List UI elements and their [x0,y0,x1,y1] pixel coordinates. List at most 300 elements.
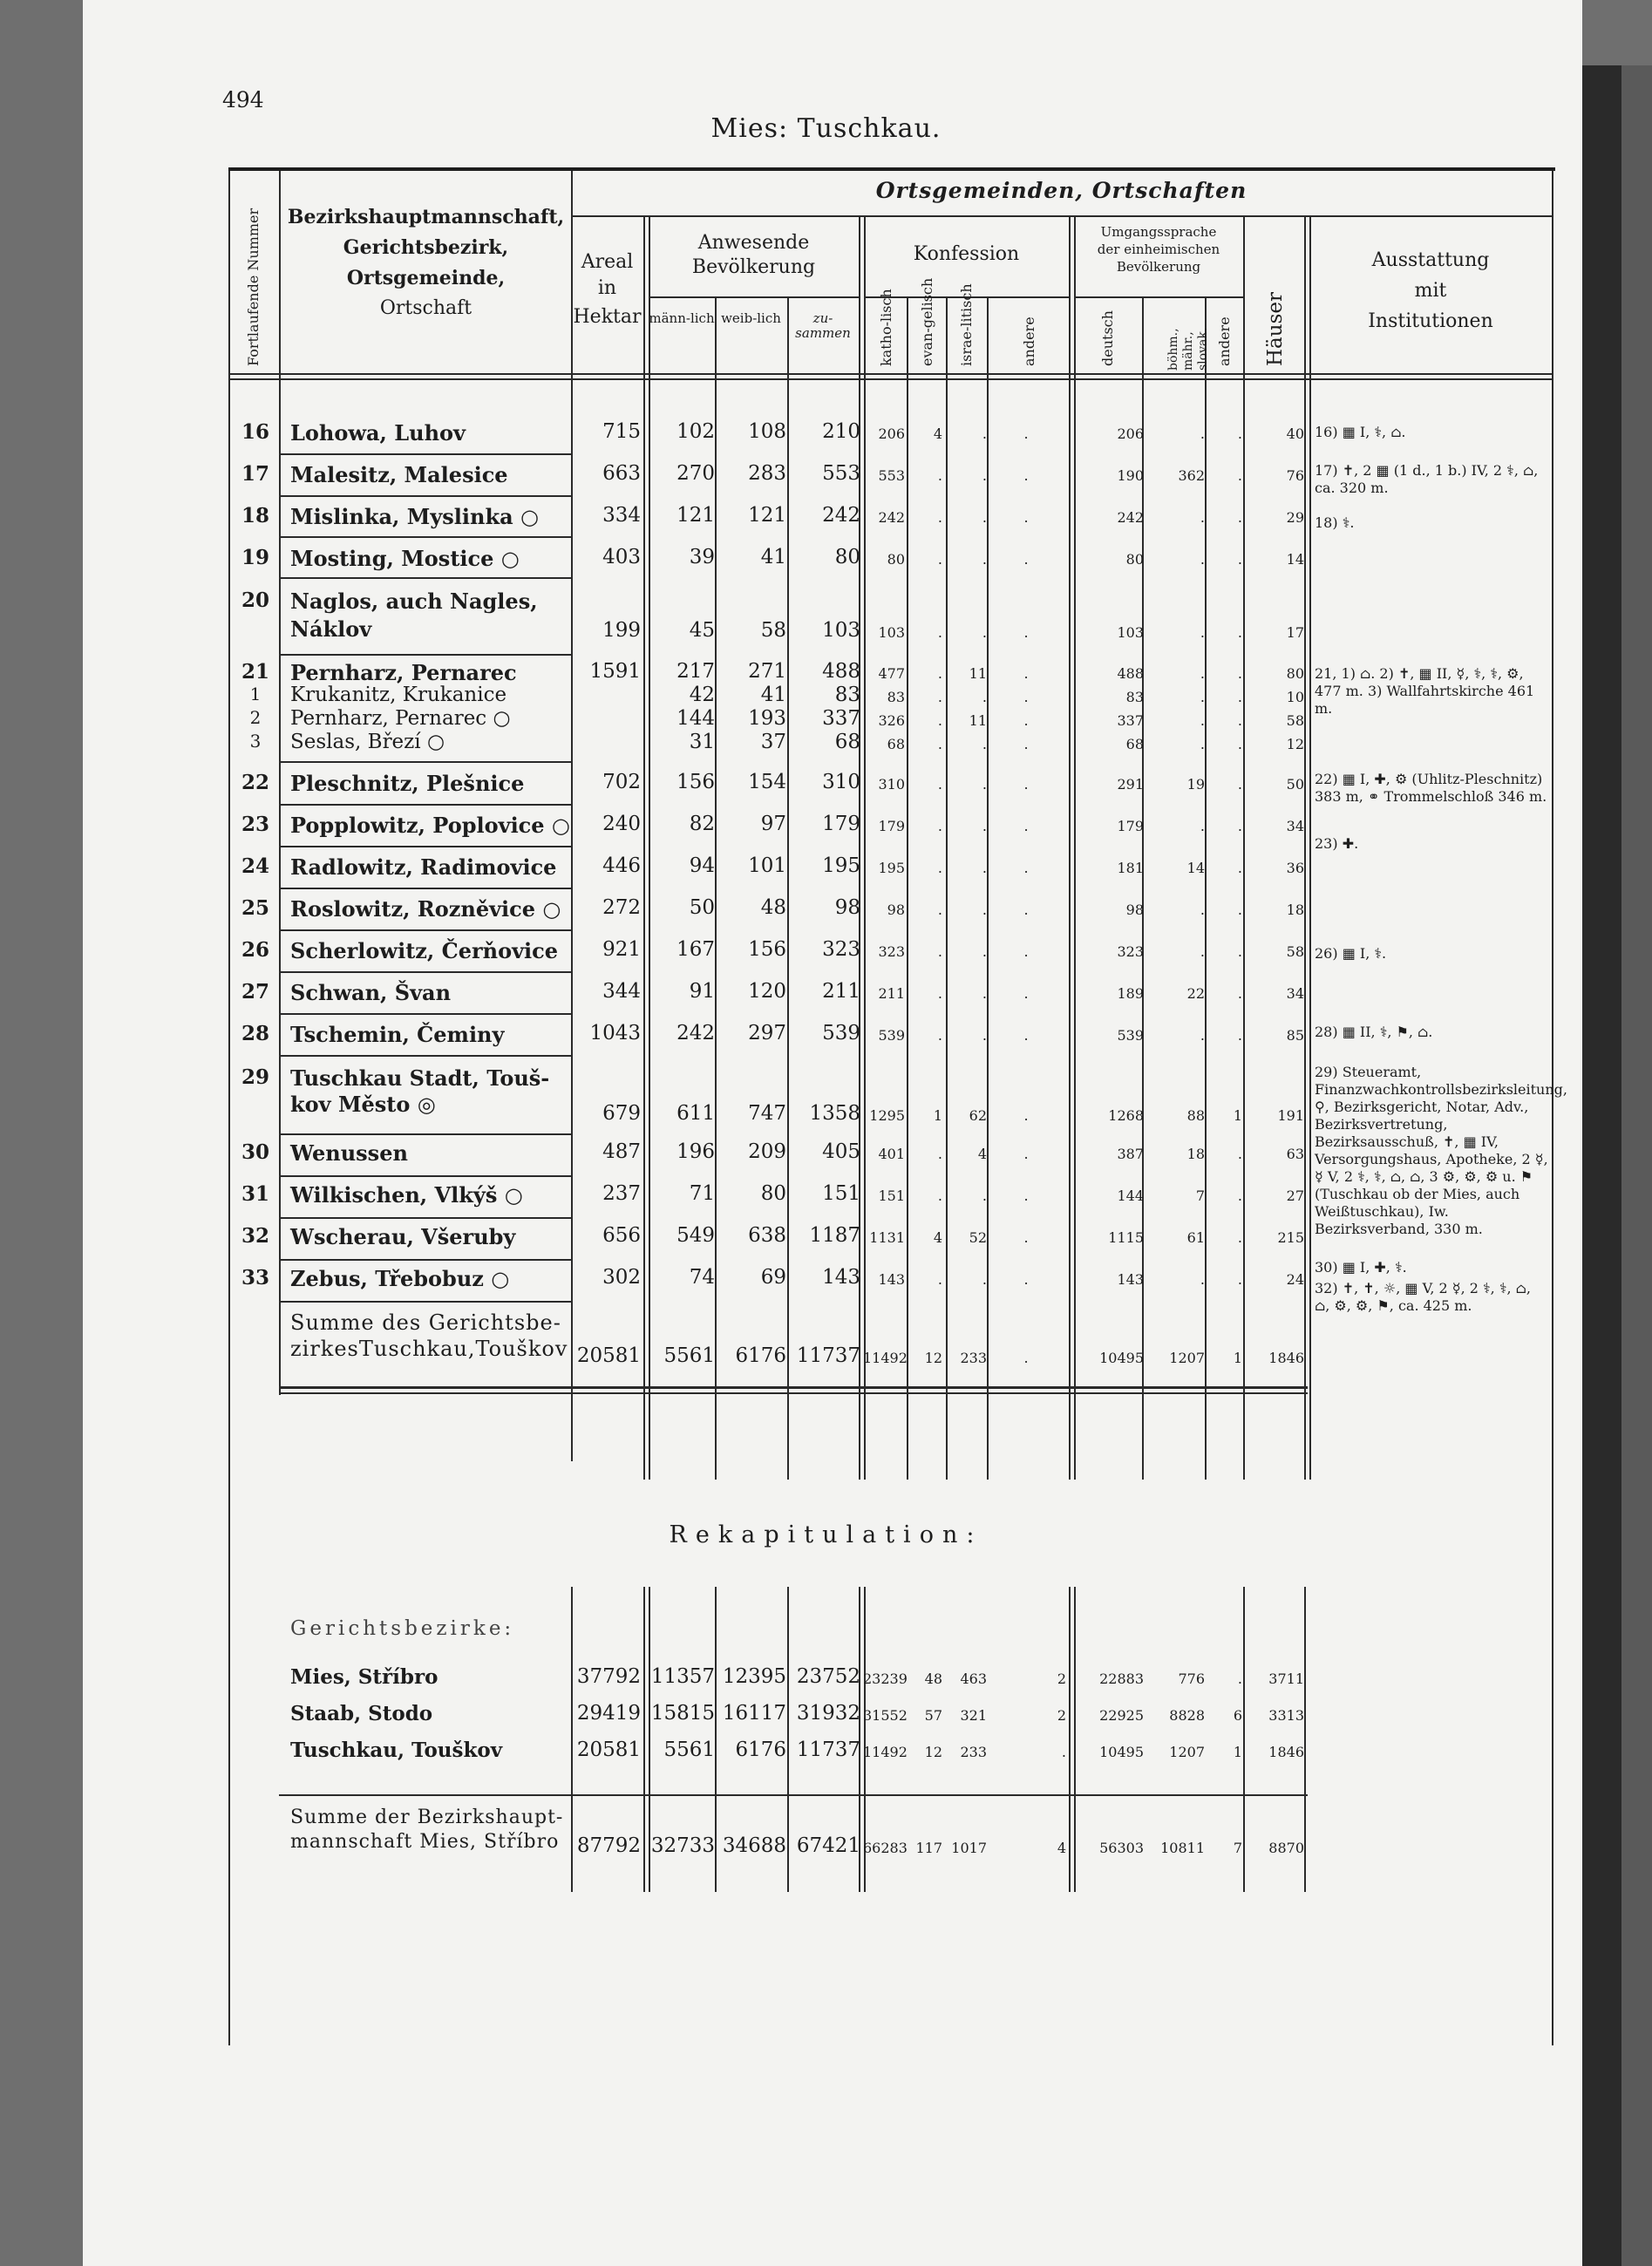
weiblich-value: 638 [748,1224,786,1247]
maennlich-value: 156 [676,771,715,793]
andere-value: . [1023,1027,1029,1044]
katholisch-value: 151 [878,1187,905,1204]
header-evangelisch: evan-gelisch [919,277,935,366]
boehm-value: . [1200,1271,1205,1288]
place-name-line-2: kov Město ◎ [290,1092,436,1117]
areal-value: 1591 [589,660,641,683]
haeuser-value: 34 [1286,985,1304,1002]
col-divider [946,296,948,1480]
zusammen-value: 151 [822,1182,860,1205]
deutsch-value: 323 [1117,943,1144,960]
andere2-value: . [1237,1229,1242,1246]
zusammen-value: 488 [822,660,860,683]
row-rule [279,654,571,656]
evangelisch-value: 4 [933,425,942,442]
rekap-summe-deutsch: 56303 [1099,1840,1144,1856]
katholisch-value: 143 [878,1271,905,1288]
header-fortlaufende-nummer: Fortlaufende Nummer [245,208,262,366]
header-konfession: Konfession [913,243,1020,265]
evangelisch-value: . [937,712,942,729]
row-number: 2 [249,707,262,728]
deutsch-value: 103 [1117,624,1144,641]
rekap-andere: 2 [1057,1671,1066,1687]
rekap-haeuser: 1846 [1268,1744,1304,1760]
place-name: Tuschkau Stadt, Touš- [290,1065,550,1091]
katholisch-value: 553 [878,467,905,484]
andere2-value: . [1237,689,1242,705]
place-name: Krukanitz, Krukanice [290,684,507,706]
israelitisch-value: . [982,467,987,484]
zusammen-value: 539 [822,1022,860,1045]
deutsch-value: 181 [1117,860,1144,876]
row-rule [279,888,571,889]
summe-deutsch: 10495 [1099,1350,1144,1366]
header-zusammen: zu-sammen [795,310,851,341]
katholisch-value: 83 [887,689,905,705]
areal-value: 679 [602,1102,641,1125]
rekap-summe-maennlich: 32733 [650,1834,715,1857]
rekap-weiblich: 16117 [722,1702,786,1725]
header-ausstattung-1: Ausstattung [1371,249,1490,271]
haeuser-value: 215 [1277,1229,1304,1246]
andere2-value: . [1237,860,1242,876]
katholisch-value: 68 [887,736,905,752]
row-number: 20 [241,589,269,612]
areal-value: 656 [602,1224,641,1247]
header-haeuser: Häuser [1264,292,1287,366]
place-name: Pernharz, Pernarec [290,660,517,685]
note-30: 30) ▦ I, ✚, ⚕. [1315,1259,1407,1276]
haeuser-value: 12 [1286,736,1304,752]
katholisch-value: 539 [878,1027,905,1044]
rekap-zusammen: 23752 [796,1665,860,1688]
note-21: 21, 1) ⌂. 2) ✝, ▦ II, ☿, ⚕, ⚕, ⚙, 477 m. 3) Wallfahrtskirche 461 m. [1315,665,1535,717]
andere2-value: . [1237,1271,1242,1288]
andere-value: . [1023,1187,1029,1204]
summe-katholisch: 11492 [863,1350,908,1366]
top-rule [228,167,1555,171]
summe-evangelisch: 12 [924,1350,942,1366]
rekap-deutsch: 22925 [1099,1707,1144,1724]
andere2-value: . [1237,1187,1242,1204]
zusammen-value: 179 [822,813,860,835]
rekap-katholisch: 11492 [863,1744,908,1760]
col-divider [649,215,650,1480]
weiblich-value: 747 [748,1102,786,1125]
place-name: Scherlowitz, Čerňovice [290,938,559,963]
weiblich-value: 80 [760,1182,786,1205]
maennlich-value: 144 [676,707,715,730]
areal-value: 446 [602,854,641,877]
katholisch-value: 323 [878,943,905,960]
sub-header-rule [1074,296,1243,298]
rekap-boehm: 1207 [1169,1744,1205,1760]
areal-value: 302 [602,1266,641,1289]
header-katholisch: katho-lisch [878,289,894,366]
deutsch-value: 242 [1117,509,1144,526]
maennlich-value: 42 [689,684,715,706]
haeuser-value: 80 [1286,665,1304,682]
header-bottom-rule-2 [228,378,1552,380]
israelitisch-value: . [982,1271,987,1288]
col-divider [1069,215,1071,1480]
place-name: Pernharz, Pernarec ○ [290,707,511,730]
rekap-israelitisch: 321 [960,1707,987,1724]
evangelisch-value: . [937,1027,942,1044]
summe-haeuser: 1846 [1268,1350,1304,1366]
zusammen-value: 195 [822,854,860,877]
israelitisch-value: 62 [969,1107,987,1124]
header-bottom-rule [228,373,1552,375]
evangelisch-value: 1 [933,1107,942,1124]
zusammen-value: 337 [822,707,860,730]
katholisch-value: 103 [878,624,905,641]
deutsch-value: 1268 [1108,1107,1144,1124]
rekap-evangelisch: 48 [924,1671,942,1687]
areal-value: 1043 [589,1022,641,1045]
katholisch-value: 242 [878,509,905,526]
place-name: Schwan, Švan [290,980,452,1005]
weiblich-value: 48 [760,896,786,919]
andere-value: . [1023,1107,1029,1124]
zusammen-value: 143 [822,1266,860,1289]
row-number: 22 [241,771,269,794]
maennlich-value: 74 [689,1266,715,1289]
weiblich-value: 41 [760,684,786,706]
weiblich-value: 297 [748,1022,786,1045]
col-divider [864,215,866,1480]
israelitisch-value: . [982,776,987,793]
summe-areal: 20581 [576,1344,641,1367]
haeuser-value: 29 [1286,509,1304,526]
andere-value: . [1023,902,1029,918]
zusammen-value: 1187 [809,1224,860,1247]
deutsch-value: 291 [1117,776,1144,793]
areal-value: 334 [602,504,641,527]
maennlich-value: 91 [689,980,715,1003]
israelitisch-value: 52 [969,1229,987,1246]
boehm-value: . [1200,509,1205,526]
andere2-value: . [1237,712,1242,729]
katholisch-value: 98 [887,902,905,918]
header-areal-in: in [597,277,617,299]
rekap-name: Tuschkau, Touškov [290,1739,503,1762]
row-rule [279,846,571,847]
header-weiblich: weib-lich [721,310,781,326]
zusammen-value: 553 [822,462,860,485]
areal-value: 272 [602,896,641,919]
zusammen-value: 98 [834,896,860,919]
evangelisch-value: . [937,1271,942,1288]
israelitisch-value: . [982,985,987,1002]
haeuser-value: 36 [1286,860,1304,876]
andere2-value: . [1237,509,1242,526]
deutsch-value: 1115 [1108,1229,1144,1246]
col-divider [1304,215,1306,1480]
rekap-katholisch: 23239 [863,1671,908,1687]
andere-value: . [1023,551,1029,568]
maennlich-value: 45 [689,619,715,642]
summe-boehm: 1207 [1169,1350,1205,1366]
rekap-summe-evangelisch: 117 [915,1840,942,1856]
place-name: Seslas, Březí ○ [290,731,445,753]
israelitisch-value: . [982,689,987,705]
summe-maennlich: 5561 [663,1344,715,1367]
weiblich-value: 97 [760,813,786,835]
haeuser-value: 17 [1286,624,1304,641]
row-rule [279,929,571,931]
note-16: 16) ▦ I, ⚕, ⌂. [1315,424,1406,440]
rekap-summe-haeuser: 8870 [1268,1840,1304,1856]
andere-value: . [1023,943,1029,960]
header-ortsgemeinden: Ortsgemeinden, Ortschaften [875,178,1247,203]
weiblich-value: 271 [748,660,786,683]
note-23: 23) ✚. [1315,835,1359,852]
rekap-summe-label-2: mannschaft Mies, Stříbro [290,1831,560,1853]
rekap-areal: 29419 [576,1702,641,1725]
row-number: 19 [241,546,269,569]
rekap-andere2: 1 [1233,1744,1242,1760]
row-number: 1 [249,684,262,704]
katholisch-value: 206 [878,425,905,442]
israelitisch-value: . [982,509,987,526]
place-name: Malesitz, Malesice [290,462,508,487]
evangelisch-value: . [937,624,942,641]
israelitisch-value: 4 [977,1146,987,1162]
table-right-border [1552,171,1553,2045]
haeuser-value: 10 [1286,689,1304,705]
weiblich-value: 121 [748,504,786,527]
place-name: Lohowa, Luhov [290,420,466,446]
andere2-value: . [1237,467,1242,484]
weiblich-value: 209 [748,1140,786,1163]
note-28: 28) ▦ II, ⚕, ⚑, ⌂. [1315,1024,1433,1040]
col-divider [1074,215,1076,1480]
rekap-boehm: 776 [1178,1671,1205,1687]
andere-value: . [1023,1229,1029,1246]
note-29: 29) Steueramt, Finanzwachkontrollsbezirksleitung, ⚲, Bezirksgericht, Notar, Adv., Bezirksvertretung, Bezirksausschuß, ✝, ▦ IV, Versorgungshaus, Apotheke, 2 ☿, ☿ V, 2 ⚕, ⚕, ⌂, ⌂, 3 ⚙, ⚙, ⚙ u. ⚑ (Tuschkau ob der Mies, auch Weißtuschkau), Iw. Bezirksverband, 330 m. [1315,1064,1567,1237]
evangelisch-value: . [937,665,942,682]
zusammen-value: 210 [822,420,860,443]
boehm-value: 18 [1186,1146,1205,1162]
zusammen-value: 80 [834,546,860,568]
andere-value: . [1023,776,1029,793]
rekap-summe-areal: 87792 [576,1834,641,1857]
boehm-value: 61 [1186,1229,1205,1246]
summe-andere: . [1023,1350,1029,1366]
deutsch-value: 387 [1117,1146,1144,1162]
evangelisch-value: . [937,818,942,834]
row-rule [279,577,571,579]
boehm-value: . [1200,665,1205,682]
haeuser-value: 58 [1286,712,1304,729]
row-rule [279,761,571,763]
header-umgangssprache-3: Bevölkerung [1116,259,1201,275]
rekap-andere: 2 [1057,1707,1066,1724]
israelitisch-value: . [982,902,987,918]
rekap-katholisch: 31552 [863,1707,908,1724]
boehm-value: . [1200,1027,1205,1044]
row-rule [279,1133,571,1135]
haeuser-value: 191 [1277,1107,1304,1124]
row-number: 25 [241,896,269,920]
book-edge [1621,65,1652,2266]
katholisch-value: 80 [887,551,905,568]
maennlich-value: 167 [676,938,715,961]
haeuser-value: 24 [1286,1271,1304,1288]
israelitisch-value: . [982,736,987,752]
rekap-israelitisch: 463 [960,1671,987,1687]
rekap-summe-katholisch: 66283 [863,1840,908,1856]
row-number: 18 [241,504,269,527]
andere2-value: . [1237,776,1242,793]
rekap-weiblich: 6176 [735,1739,786,1761]
rekap-zusammen: 11737 [796,1739,860,1761]
haeuser-value: 34 [1286,818,1304,834]
row-number: 26 [241,938,269,962]
rekap-summe-zusammen: 67421 [796,1834,860,1857]
areal-value: 487 [602,1140,641,1163]
deutsch-value: 337 [1117,712,1144,729]
areal-value: 199 [602,619,641,642]
weiblich-value: 154 [748,771,786,793]
rekap-areal: 20581 [576,1739,641,1761]
col-divider [1205,296,1207,1480]
areal-value: 344 [602,980,641,1003]
place-name-line-2: Náklov [290,616,372,642]
evangelisch-value: . [937,943,942,960]
evangelisch-value: . [937,509,942,526]
row-number: 28 [241,1022,269,1045]
rekap-col-divider [1304,1587,1306,1892]
weiblich-value: 37 [760,731,786,753]
deutsch-value: 144 [1117,1187,1144,1204]
note-32: 32) ✝, ✝, ☼, ▦ V, 2 ☿, 2 ⚕, ⚕, ⌂, ⌂, ⚙, ⚙, ⚑, ca. 425 m. [1315,1280,1531,1314]
deutsch-value: 206 [1117,425,1144,442]
andere2-value: . [1237,902,1242,918]
place-name: Wilkischen, Vlkýš ○ [290,1182,523,1208]
col-divider [907,296,908,1480]
header-ausstattung-2: mit [1414,280,1447,302]
zusammen-value: 68 [834,731,860,753]
row-rule [279,1175,571,1177]
row-number: 31 [241,1182,269,1206]
maennlich-value: 270 [676,462,715,485]
note-18: 18) ⚕. [1315,514,1355,531]
header-andere: andere [1021,316,1037,366]
rekap-andere2: 6 [1233,1707,1242,1724]
katholisch-value: 179 [878,818,905,834]
boehm-value: . [1200,425,1205,442]
row-number: 3 [249,731,262,752]
col-divider [859,215,860,1480]
deutsch-value: 143 [1117,1271,1144,1288]
evangelisch-value: . [937,776,942,793]
maennlich-value: 121 [676,504,715,527]
weiblich-value: 283 [748,462,786,485]
maennlich-value: 102 [676,420,715,443]
header-israelitisch: israe-litisch [958,283,975,366]
evangelisch-value: . [937,860,942,876]
maennlich-value: 94 [689,854,715,877]
boehm-value: 14 [1186,860,1205,876]
rekap-evangelisch: 12 [924,1744,942,1760]
header-rule [571,215,1552,217]
place-name: Radlowitz, Radimovice [290,854,557,880]
boehm-value: . [1200,818,1205,834]
zusammen-value: 242 [822,504,860,527]
row-number: 21 [241,660,269,684]
sub-header-rule [649,296,859,298]
andere-value: . [1023,689,1029,705]
haeuser-value: 18 [1286,902,1304,918]
katholisch-value: 195 [878,860,905,876]
col-divider [1309,215,1311,1480]
deutsch-value: 83 [1125,689,1144,705]
row-rule [279,804,571,806]
deutsch-value: 179 [1117,818,1144,834]
rekap-summe-weiblich: 34688 [722,1834,786,1857]
maennlich-value: 549 [676,1224,715,1247]
zusammen-value: 103 [822,619,860,642]
boehm-value: . [1200,943,1205,960]
andere2-value: . [1237,665,1242,682]
israelitisch-value: 11 [969,712,987,729]
israelitisch-value: 11 [969,665,987,682]
summe-weiblich: 6176 [735,1344,786,1367]
maennlich-value: 50 [689,896,715,919]
haeuser-value: 27 [1286,1187,1304,1204]
evangelisch-value: . [937,902,942,918]
rekap-deutsch: 22883 [1099,1671,1144,1687]
header-ausstattung-3: Institutionen [1368,310,1493,332]
col-divider [987,296,989,1480]
rekap-evangelisch: 57 [924,1707,942,1724]
row-number: 16 [241,420,269,444]
weiblich-value: 120 [748,980,786,1003]
haeuser-value: 50 [1286,776,1304,793]
evangelisch-value: . [937,1146,942,1162]
place-name: Pleschnitz, Plešnice [290,771,525,796]
rekapitulation-title: Rekapitulation: [669,1521,983,1548]
areal-value: 403 [602,546,641,568]
row-number: 17 [241,462,269,486]
rekap-sum-rule [279,1794,1308,1796]
maennlich-value: 39 [689,546,715,568]
header-name-4: Ortschaft [379,297,472,319]
row-rule [279,1217,571,1219]
row-rule [279,1013,571,1015]
boehm-value: . [1200,712,1205,729]
katholisch-value: 1131 [869,1229,905,1246]
place-name: Roslowitz, Rozněvice ○ [290,896,561,922]
andere2-value: . [1237,736,1242,752]
andere-value: . [1023,1146,1029,1162]
evangelisch-value: . [937,985,942,1002]
row-number: 32 [241,1224,269,1248]
place-name: Wenussen [290,1140,408,1166]
rekap-maennlich: 15815 [650,1702,715,1725]
andere-value: . [1023,467,1029,484]
sum-rule [279,1386,1308,1389]
row-rule [279,453,571,455]
summe-label-2: zirkesTuschkau,Touškov [290,1337,568,1361]
boehm-value: 88 [1186,1107,1205,1124]
rekap-col-divider [1069,1587,1071,1892]
andere2-value: 1 [1233,1107,1242,1124]
andere-value: . [1023,712,1029,729]
maennlich-value: 611 [676,1102,715,1125]
